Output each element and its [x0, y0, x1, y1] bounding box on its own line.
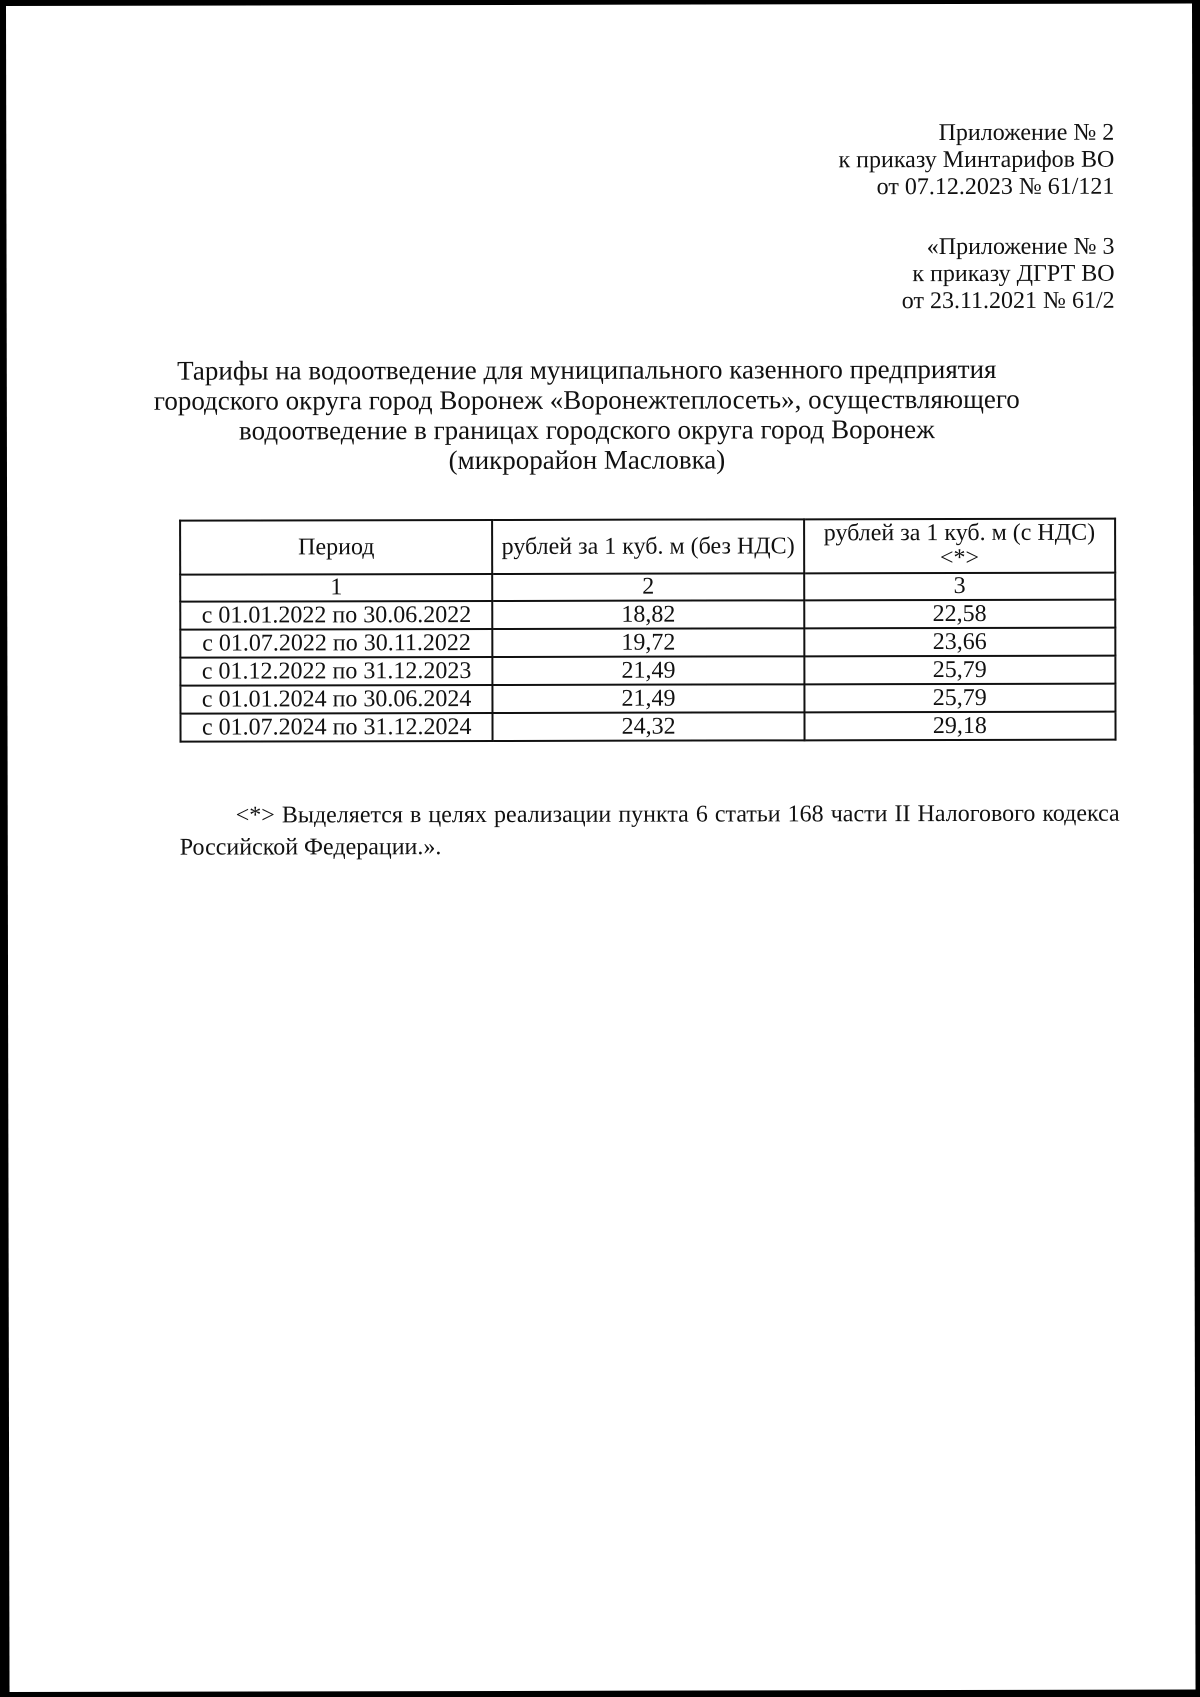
tariff-without-vat-cell: 18,82 — [493, 600, 804, 629]
tariff-with-vat-cell: 22,58 — [804, 600, 1115, 629]
title-line: (микрорайон Масловка) — [448, 444, 726, 476]
period-cell: с 01.01.2024 по 30.06.2024 — [180, 685, 492, 714]
period-cell: с 01.07.2022 по 30.11.2022 — [180, 629, 492, 658]
period-cell: с 01.07.2024 по 31.12.2024 — [180, 713, 492, 742]
tariff-without-vat-cell: 19,72 — [493, 628, 804, 657]
tariff-without-vat-cell: 21,49 — [493, 684, 804, 713]
tariff-with-vat-cell: 25,79 — [804, 684, 1115, 713]
appendix-line: «Приложение № 3 — [926, 233, 1115, 261]
tariff-table — [179, 518, 1116, 743]
appendix-line: к приказу Минтарифов ВО — [838, 146, 1115, 174]
table-header-row — [180, 519, 1115, 575]
table-row — [180, 628, 1115, 658]
footnote: <*> Выделяется в целях реализации пункта 6 статьи 168 части II Налогового кодекса Российской Федерации.». — [179, 800, 1120, 861]
appendix-original-header — [902, 234, 1115, 315]
header-without-vat: рублей за 1 куб. м (без НДС) — [492, 519, 803, 574]
tariff-without-vat-cell: 24,32 — [493, 712, 804, 741]
column-number: 1 — [180, 574, 492, 602]
column-number: 2 — [493, 573, 804, 601]
appendix-line: к приказу ДГРТ ВО — [912, 260, 1115, 288]
appendix-current-header — [838, 120, 1114, 202]
period-cell: с 01.12.2022 по 31.12.2023 — [180, 657, 492, 686]
tariff-with-vat-cell: 23,66 — [804, 628, 1115, 657]
document-page — [6, 4, 1196, 1692]
header-period: Период — [180, 520, 493, 575]
title-line: Тарифы на водоотведение для муниципального казенного предприятия — [177, 353, 997, 386]
title-line: водоотведение в границах городского округа город Воронеж — [238, 414, 935, 446]
period-cell: с 01.01.2022 по 30.06.2022 — [180, 601, 492, 630]
column-number-row — [180, 573, 1115, 602]
appendix-line: Приложение № 2 — [938, 119, 1115, 147]
tariff-with-vat-cell: 29,18 — [804, 712, 1115, 741]
tariff-with-vat-cell: 25,79 — [804, 656, 1115, 685]
title-line: городского округа город Воронеж «Воронежтеплосеть», осуществляющего — [153, 383, 1020, 416]
header-with-vat: рублей за 1 куб. м (с НДС) <*> — [804, 519, 1115, 574]
appendix-line: от 07.12.2023 № 61/121 — [876, 173, 1115, 201]
tariff-without-vat-cell: 21,49 — [493, 656, 804, 685]
appendix-line: от 23.11.2021 № 61/2 — [901, 287, 1115, 315]
table-row — [180, 600, 1115, 630]
document-title — [137, 354, 1037, 476]
table-row — [180, 712, 1115, 742]
column-number: 3 — [804, 573, 1115, 601]
table-row — [180, 684, 1115, 714]
table-row — [180, 656, 1115, 686]
